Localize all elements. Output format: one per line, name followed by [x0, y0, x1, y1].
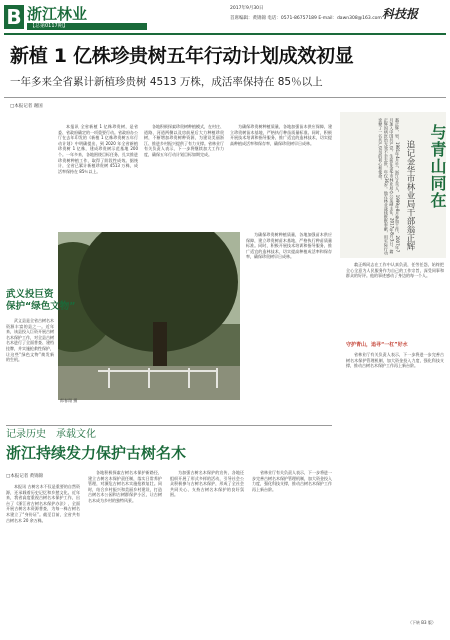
photo-fence	[98, 370, 218, 388]
second-column-2	[88, 470, 162, 634]
callout-title-line2: 保护“绿色文物”	[6, 301, 76, 312]
date-line: 2017年9月30日	[230, 6, 264, 11]
photo-fence-post	[216, 368, 218, 388]
sidebar-section-head: 守护青山，追寻“一杠”好水	[346, 342, 408, 348]
second-column-3	[170, 470, 244, 634]
callout-paragraph: 武义县是全省古树名木资源丰富的县之一。近年来，该县投入巨资开展古树名木保护工作，对全县古树名木进行了全面普查、建档挂牌，并实施抢救性保护，让这些“绿色文物”焕发新的生机。	[6, 318, 54, 363]
lead-paragraph: 为确保珍贵树种植质量，各地加强苗木供应保障，建立珍贵树苗木基地，严格执行种苗质量标准。同时，积极开展技术培训和指导服务，推广适宜的造林技术，切实提高种植成活率和保存率，确保珍贵树早日成林。	[246, 232, 332, 260]
photo-fence-post	[148, 368, 150, 388]
tree-photo	[58, 232, 240, 400]
second-paragraph: 本报讯 古树名木不仅是重要的自然资源，还承载着历史记忆和乡愁文化。近年来，我省高度重视古树名木保护工作，出台了《浙江省古树名木保护办法》，全面开展古树名木资源普查，为每一株古树名木建立了“身份证”。截至目前，全省共有古树名木 20 余万株。	[6, 484, 80, 523]
callout-title	[6, 289, 76, 313]
masthead-rule	[4, 33, 446, 35]
callout-title-line1: 武义投巨资	[6, 289, 54, 300]
lead-headline: 新植 1 亿株珍贵树五年行动计划成效初显	[10, 45, 354, 67]
sidebar-text: 翁正辉，男，1981年4月生，浙江义乌人，1999年8月参加工作，2007年7月加入中国共产党，生前任金华市林业局办公室副主任。2017年8月3日，翁正辉因病医治无效不幸去世，年仅36岁。他在林业战线默默奉献，用实际行动诠释了一名共产党员的初心和使命。	[378, 118, 400, 256]
callout-body	[6, 318, 54, 404]
sidebar-continued-column	[346, 352, 444, 614]
second-paragraph: 省林业厅有关负责人表示，下一步将进一步完善古树名木保护管理机制，加大资金投入力度，强化科技支撑，推动古树名木保护工作再上新台阶。	[252, 470, 332, 492]
lead-column-1	[58, 124, 138, 228]
lead-column-4	[246, 232, 332, 418]
second-paragraph: 为加强古树名木保护的宣传，各地还组织开展了形式多样的活动，引导社会公众积极参与古树名木保护，形成了全社会共同关心、支持古树名木保护的良好氛围。	[170, 470, 244, 498]
second-paragraph: 各地积极探索古树名木保护新路径，建立古树名木保护责任制，落实日常养护管理，对濒危古树名木实施抢救复壮。同时，结合乡村振兴和美丽乡村建设，打造古树名木公园和古树群保护小区，让古树名木成为乡村的独特风景。	[88, 470, 162, 503]
second-kicker: 记录历史 承载文化	[6, 429, 96, 440]
sidebar-lower-column	[346, 262, 444, 338]
sidebar-paragraph: 省林业厅有关负责人表示，下一步将进一步完善古树名木保护管理机制，加大资金投入力度，强化科技支撑，推动古树名木保护工作再上新台阶。	[346, 352, 444, 369]
photo-fence-post	[188, 368, 190, 388]
sidebar-paragraph: 翁正辉同志在工作中认真负责，任劳任怨，始终把全心全意为人民服务作为自己的工作宗旨，深受同事和群众的好评。他的事迹感动了身边的每一个人。	[346, 262, 444, 279]
section-title: 浙江林业	[27, 5, 88, 23]
second-rule	[6, 425, 332, 426]
second-byline: □本报记者 黄锦锦	[6, 474, 44, 479]
lead-column-3	[230, 124, 332, 228]
sidebar-title: 与青山同在	[428, 124, 447, 209]
photo-fence-post	[108, 368, 110, 388]
continuation-note: （下转 B3 版）	[408, 620, 436, 625]
lead-subhead: 一年多来全省累计新植珍贵树 4513 万株，成活率保持在 85％以上	[10, 76, 323, 88]
second-column-4	[252, 470, 332, 634]
lead-paragraph: 为确保珍贵树种植质量，各地加强苗木供应保障，建立珍贵树苗木基地，严格执行种苗质量标准。同时，积极开展技术培训和指导服务，推广适宜的造林技术，切实提高种植成活率和保存率，确保珍贵树早日成林。	[230, 124, 332, 146]
photo-credit: 郎春翔 摄	[60, 398, 78, 403]
second-column-1	[6, 484, 80, 634]
editor-line: 首席编辑：黄锦锦 电话：0571-86757189 E-mail：dawn308@163.com	[230, 16, 382, 21]
second-headline: 浙江持续发力保护古树名木	[6, 444, 187, 462]
lead-column-2	[144, 124, 224, 228]
lead-byline: □本报记者 谢国	[10, 104, 43, 109]
sidebar-subtitle: 追记金华市林业局干部翁正辉	[405, 140, 415, 251]
lead-rule	[4, 97, 446, 98]
section-letter: B	[4, 5, 24, 29]
paper-logo: 科技报	[382, 7, 419, 21]
issue-number: 【总第0117期】	[30, 23, 68, 29]
lead-paragraph: 本报讯 全省新植 1 亿株珍贵树，是省委、省政府确定的一项重要行动。省政府办公厅在去年印发的《新植 1 亿株珍贵树五年行动计划》中明确提出，到 2020 年全省新植珍贵树 1 亿株，建成珍贵树示范基地 200 个。一年多来，各地围绕目标任务，扎实推进珍贵树种植工作，取得了阶段性成效。据统计，全省已累计新植珍贵树 4513 万株，成活率保持在 85％以上。	[58, 124, 138, 174]
lead-paragraph: 各地积极探索珍贵树种植模式，在村庄、道路、河道两侧以及房前屋后大力种植珍贵树，不断增加珍贵树种资源，为建设美丽浙江、推进乡村振兴提供了有力支撑。省林业厅有关负责人表示，下一步将继续加大工作力度，确保五年行动计划目标如期完成。	[144, 124, 224, 157]
